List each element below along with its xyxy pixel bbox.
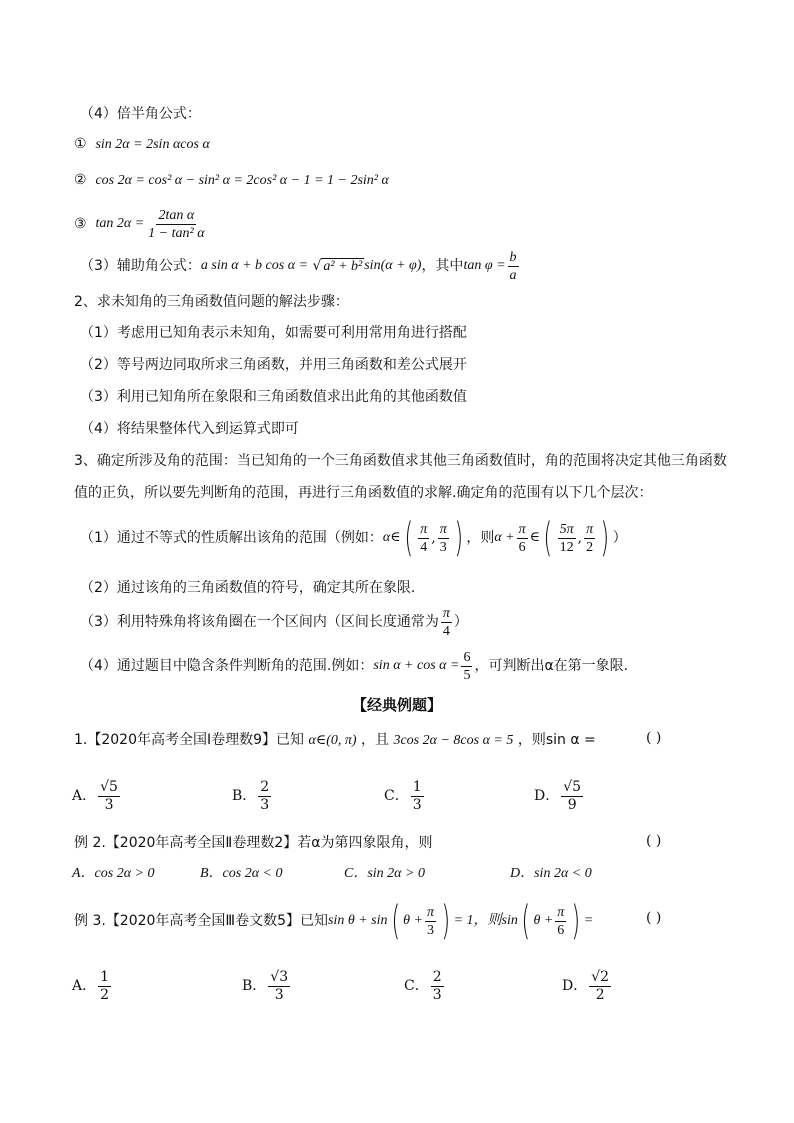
q3-equals-1: = 1，则 [453,913,502,928]
q3-option-b-value: $\frac{√3}{3}$ [270,968,289,1003]
section-3-item-1: （1）通过不等式的性质解出该角的范围（例如： α∈ ( $\frac{\pi}{4}$ , $\frac{\pi}{3}$ ) ，则 α + $\frac{\pi}{6}$ ∈ ( $\frac{5\pi}{12}$ , $\frac{\pi}{2}$ ) ） [80,515,627,561]
q1-stem [74,730,596,751]
theta-plus-2: θ + [533,913,554,928]
section-3-line-2: 值的正负，所以要先判断角的范围，再进行三角函数值的求解.确定角的范围有以下几个层次： [74,485,653,501]
six-fifths: $\frac{6}{5}$ [463,649,471,683]
section-2-item-4: （4）将结果整体代入到运算式即可 [80,421,299,437]
q1-option-a[interactable] [72,774,122,818]
5pi-over-12: $\frac{5\pi}{12}$ [559,521,574,555]
formula-1-label: ① [74,136,87,152]
aux-angle-lhs: a sin α + b cos α = [200,258,309,273]
q1-option-b-value: $\frac{2}{3}$ [260,778,270,813]
q1-option-d[interactable] [534,774,585,818]
q1-equation: 3cos 2α − 8cos α = 5 [393,733,514,748]
q3-option-a-label: A． [72,978,97,994]
pi-over-4-interval: $\frac{\pi}{4}$ [442,605,450,639]
section-3-item-3-post: ） [453,614,468,630]
theta-plus-1: θ + [403,913,423,928]
formula-2 [74,170,389,191]
q1-option-c-value: $\frac{1}{3}$ [412,778,422,813]
section-3-item-1-then: ，则 [466,530,495,546]
q2-stem: 例 2.【2020年高考全国Ⅱ卷理数2】若α为第四象限角，则 [74,835,433,851]
q3-option-d-label: D． [562,978,588,994]
q1-stem-pre: 1.【2020年高考全国Ⅰ卷理数9】已知 [74,732,305,748]
q2-option-c[interactable]: C．sin 2α > 0 [344,866,425,881]
formula-1-expr: sin 2α = 2sin αcos α [95,137,210,152]
aux-angle-formula [80,246,521,286]
q3-pi-over-3: $\frac{\pi}{3}$ [426,904,434,938]
q3-option-a-value: $\frac{1}{2}$ [100,968,110,1003]
section-3-item-4-pre: （4）通过题目中隐含条件判断角的范围.例如： [80,658,374,674]
q1-condition: α∈(0, π) [308,733,357,748]
aux-angle-numerator: b [509,249,517,265]
right-paren: ) [454,515,463,561]
element-of: ∈ [529,530,541,545]
double-angle-heading: （4）倍半角公式： [80,106,201,122]
q3-option-b[interactable] [242,964,292,1008]
aux-angle-denominator: a [509,267,517,283]
section-3-item-3-pre: （3）利用特殊角将该角圈在一个区间内（区间长度通常为 [80,614,439,630]
section-3-item-4-post: ，可判断出α在第一象限. [474,658,629,674]
formula-1 [74,134,210,155]
section-3-item-4-expr: sin α + cos α = [373,658,460,673]
pi-over-3: $\frac{\pi}{3}$ [439,521,447,555]
section-3-item-3 [80,602,468,642]
alpha-plus: α + [494,530,515,545]
formula-2-label: ② [74,172,87,188]
q3-option-d-value: $\frac{√2}{2}$ [591,968,610,1003]
aux-angle-where: ，其中 [421,258,464,274]
section-3-item-4 [80,645,628,687]
q1-stem-post: ，则sin α = [517,732,596,748]
q1-option-d-label: D． [534,788,560,804]
q1-option-b-label: B． [232,788,257,804]
section-3-item-1-pre: （1）通过不等式的性质解出该角的范围（例如： [80,530,383,546]
pi-over-4: $\frac{\pi}{4}$ [420,521,428,555]
q3-stem [74,898,593,944]
q2-answer-blank: ( ) [646,833,662,849]
section-2-item-3: （3）利用已知角所在象限和三角函数值求出此角的其他函数值 [80,389,467,405]
formula-3-fraction [146,207,206,242]
aux-angle-sqrt: √ a² + b² [312,257,363,274]
q1-option-c-label: C． [384,788,409,804]
section-2-item-1: （1）考虑用已知角表示未知角，如需要可利用常用角进行搭配 [80,325,467,341]
formula-3-label: ③ [74,216,87,232]
section-3-item-1-post: ） [612,530,627,546]
aux-angle-rhs: sin(α + φ) [364,258,422,273]
q3-option-b-label: B． [242,978,267,994]
q3-pi-over-6: $\frac{\pi}{6}$ [557,904,565,938]
q1-stem-mid: ，且 [361,732,389,748]
q3-stem-pre: 例 3.【2020年高考全国Ⅲ卷文数5】已知 [74,913,328,929]
section-3-item-2: （2）通过该角的三角函数值的符号，确定其所在象限. [80,580,416,596]
left-paren-2: ( [543,515,553,561]
formula-3-lhs: tan 2α = [95,216,145,231]
q1-option-a-label: A． [72,788,97,804]
q3-option-a[interactable] [72,964,113,1008]
q3-equals-2: = [583,913,594,928]
q3-left-paren-2: ( [521,898,530,944]
q3-right-paren-2: ) [571,898,581,944]
alpha-symbol: α∈ [382,530,401,545]
q3-left-paren-1: ( [391,898,400,944]
examples-title: 【经典例题】 [352,696,443,714]
q3-option-d[interactable] [562,964,613,1008]
q2-option-a[interactable]: A．cos 2α > 0 [72,866,155,881]
q1-option-c[interactable] [384,774,426,818]
q1-answer-blank: ( ) [646,730,662,746]
pi-over-2: $\frac{\pi}{2}$ [586,521,594,555]
section-2-title: 2、求未知角的三角函数值问题的解法步骤： [74,294,349,310]
right-paren-2: ) [600,515,610,561]
aux-angle-tan: tan φ = [463,258,506,273]
q3-answer-blank: ( ) [646,910,662,926]
q1-option-a-value: $\frac{√5}{3}$ [100,778,118,813]
q2-option-d[interactable]: D．sin 2α < 0 [510,866,592,881]
formula-3-denominator: 1 − tan² α [148,225,205,241]
formula-2-expr: cos 2α = cos² α − sin² α = 2cos² α − 1 = 1 − 2sin² α [95,173,389,188]
q1-option-d-value: $\frac{√5}{9}$ [563,778,582,813]
section-2-item-2: （2）等号两边同取所求三角函数，并用三角函数和差公式展开 [80,357,467,373]
formula-3 [74,204,209,244]
aux-angle-heading: （3）辅助角公式： [80,258,201,274]
q3-option-c-label: C． [404,978,429,994]
q1-option-b[interactable] [232,774,273,818]
q3-right-paren-1: ) [441,898,451,944]
left-paren: ( [404,515,413,561]
q3-expr-2: sin [501,913,518,928]
q2-option-b[interactable]: B．cos 2α < 0 [200,866,283,881]
q3-expr-1: sin θ + sin [328,913,388,928]
section-3-line-1: 3、确定所涉及角的范围：当已知角的一个三角函数值求其他三角函数值时，角的范围将决定其他三角函数 [74,453,727,469]
formula-3-numerator: 2tan α [158,207,195,223]
q3-option-c[interactable] [404,964,446,1008]
aux-angle-fraction [508,249,519,284]
q3-option-c-value: $\frac{2}{3}$ [432,968,442,1003]
aux-angle-radicand: a² + b² [323,258,363,274]
pi-over-6: $\frac{\pi}{6}$ [518,521,526,555]
